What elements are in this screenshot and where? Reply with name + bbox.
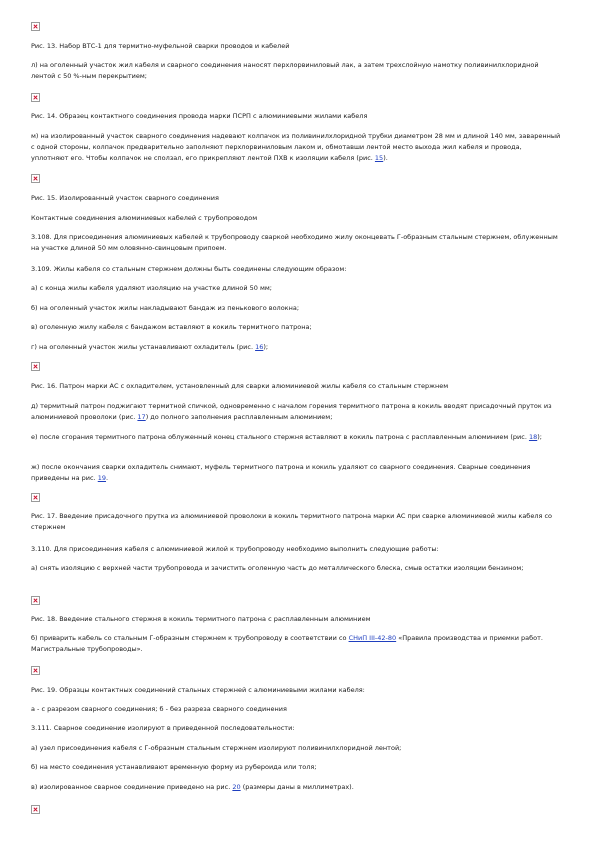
broken-image-icon (31, 493, 40, 502)
paragraph-b2-end: «Правила производства и приемки работ. Магистральные трубопроводы». (31, 634, 543, 653)
paragraph-v: в) оголенную жилу кабеля с бандажом вставляют в кокиль термитного патрона; (31, 323, 312, 331)
paragraph-g-text: г) на оголенный участок жилы устанавливают охладитель (рис. (31, 343, 256, 351)
paragraph-v3 (31, 782, 561, 793)
snip-link[interactable]: СНиП III-42-80 (348, 634, 397, 642)
paragraph-b2 (31, 633, 561, 655)
paragraph-a2: а) снять изоляцию с верхней части трубопровода и зачистить оголенную часть до металлического блеска, смыв остатки изоляции бензином; (31, 564, 524, 572)
paragraph-b: б) на оголенный участок жилы накладывают бандаж из пенькового волокна; (31, 304, 300, 312)
paragraph-m-text: м) на изолированный участок сварного соединения надевают колпачок из поливинилхлоридной трубки диаметром 28 мм и длиной 140 мм, заваренный с одной стороны, колпачок предварительно заполняют перхлорвиниловым лаком и, обмотавши лентой место выхода жил кабеля и провода, уплотняют его. Чтобы колпачок не сползал, его прикрепляют лентой ПХВ к изоляции кабеля (рис. (31, 132, 561, 162)
figure-link-15[interactable]: 15 (374, 154, 384, 162)
paragraph-e-text: е) после сгорания термитного патрона облуженный конец стального стержня вставляют в кокиль патрона с расплавленным алюминием (рис. (31, 433, 529, 441)
paragraph-m (31, 131, 561, 164)
paragraph-v3-end: (размеры даны в миллиметрах). (240, 783, 354, 791)
paragraph-v3-text: в) изолированное сварное соединение приведено на рис. (31, 783, 233, 791)
paragraph-zh-text: ж) после окончания сварки охладитель снимают, муфель термитного патрона и кокиль удаляют со сварного соединения. Сварные соединения приведены на рис. (31, 463, 531, 482)
figure-link-20[interactable]: 20 (232, 783, 241, 791)
broken-image-icon (31, 805, 40, 814)
figure-link-16[interactable]: 16 (255, 343, 264, 351)
figure-link-17[interactable]: 17 (137, 413, 146, 421)
paragraph-m-end: ). (383, 154, 388, 162)
paragraph-d (31, 401, 561, 423)
paragraph-d-text: д) термитный патрон поджигают термитной спичкой, одновременно с началом горения термитного патрона в кокиль вводят присадочный пруток из алюминиевой проволоки (рис. (31, 402, 552, 421)
figure-caption-15: Рис. 15. Изолированный участок сварного соединения (31, 194, 219, 202)
paragraph-3-111: 3.111. Сварное соединение изолируют в приведенной последовательности: (31, 724, 295, 732)
broken-image-icon (31, 666, 40, 675)
broken-image-icon (31, 362, 40, 371)
broken-image-icon (31, 174, 40, 183)
paragraph-zh-end: . (106, 474, 109, 482)
paragraph-e-end: ); (537, 433, 542, 441)
paragraph-g-end: ); (263, 343, 269, 351)
broken-image-icon (31, 93, 40, 102)
figure-19-subcaption: а - с разрезом сварного соединения; б - без разреза сварного соединения (31, 705, 287, 713)
figure-caption-18: Рис. 18. Введение стального стержня в кокиль термитного патрона с расплавленным алюминием (31, 615, 371, 623)
paragraph-g (31, 342, 561, 353)
paragraph-b3: б) на место соединения устанавливают временную форму из рубероида или толя; (31, 763, 317, 771)
broken-image-icon (31, 596, 40, 605)
paragraph-a3: а) узел присоединения кабеля с Г-образным стальным стержнем изолируют поливинилхлоридной лентой; (31, 744, 402, 752)
paragraph-d-end: ) до полного заполнения расплавленным алюминием; (145, 413, 333, 421)
broken-image-icon (31, 22, 40, 31)
figure-link-19[interactable]: 19 (97, 474, 107, 482)
figure-caption-14: Рис. 14. Образец контактного соединения провода марки ПСРП с алюминиевыми жилами кабеля (31, 112, 368, 120)
figure-link-18[interactable]: 18 (528, 433, 538, 441)
figure-caption-13: Рис. 13. Набор ВТС-1 для термитно-муфельной сварки проводов и кабелей (31, 42, 290, 50)
paragraph-a: а) с конца жилы кабеля удаляют изоляцию на участке длиной 50 мм; (31, 284, 272, 292)
figure-caption-19: Рис. 19. Образцы контактных соединений стальных стержней с алюминиевыми жилами кабеля: (31, 686, 365, 694)
figure-caption-16: Рис. 16. Патрон марки АС с охладителем, установленный для сварки алюминиевой жилы кабеля со стальным стержнем (31, 382, 449, 390)
paragraph-b2-text: б) приварить кабель со стальным Г-образным стержнем к трубопроводу в соответствии со (31, 634, 349, 642)
paragraph-3-108: 3.108. Для присоединения алюминиевых кабелей к трубопроводу сваркой необходимо жилу оконцевать Г-образным стальным стержнем, облуженным на участке длиной 50 мм оловянно-свинцовым припоем. (31, 233, 558, 252)
paragraph-e (31, 432, 561, 443)
figure-caption-17: Рис. 17. Введение присадочного прутка из алюминиевой проволоки в кокиль термитного патрона марки АС при сварке алюминиевой жилы кабеля со стержнем (31, 512, 552, 531)
paragraph-3-110: 3.110. Для присоединения кабеля с алюминиевой жилой к трубопроводу необходимо выполнить следующие работы: (31, 545, 439, 553)
paragraph-l: л) на оголенный участок жил кабеля и сварного соединения наносят перхлорвиниловый лак, а затем трехслойную намотку поливинилхлоридной лентой с 50 %-ным перекрытием; (31, 61, 539, 80)
paragraph-3-109: 3.109. Жилы кабеля со стальным стержнем должны быть соединены следующим образом: (31, 265, 347, 273)
section-heading: Контактные соединения алюминиевых кабелей с трубопроводом (31, 214, 258, 222)
paragraph-zh (31, 462, 561, 484)
